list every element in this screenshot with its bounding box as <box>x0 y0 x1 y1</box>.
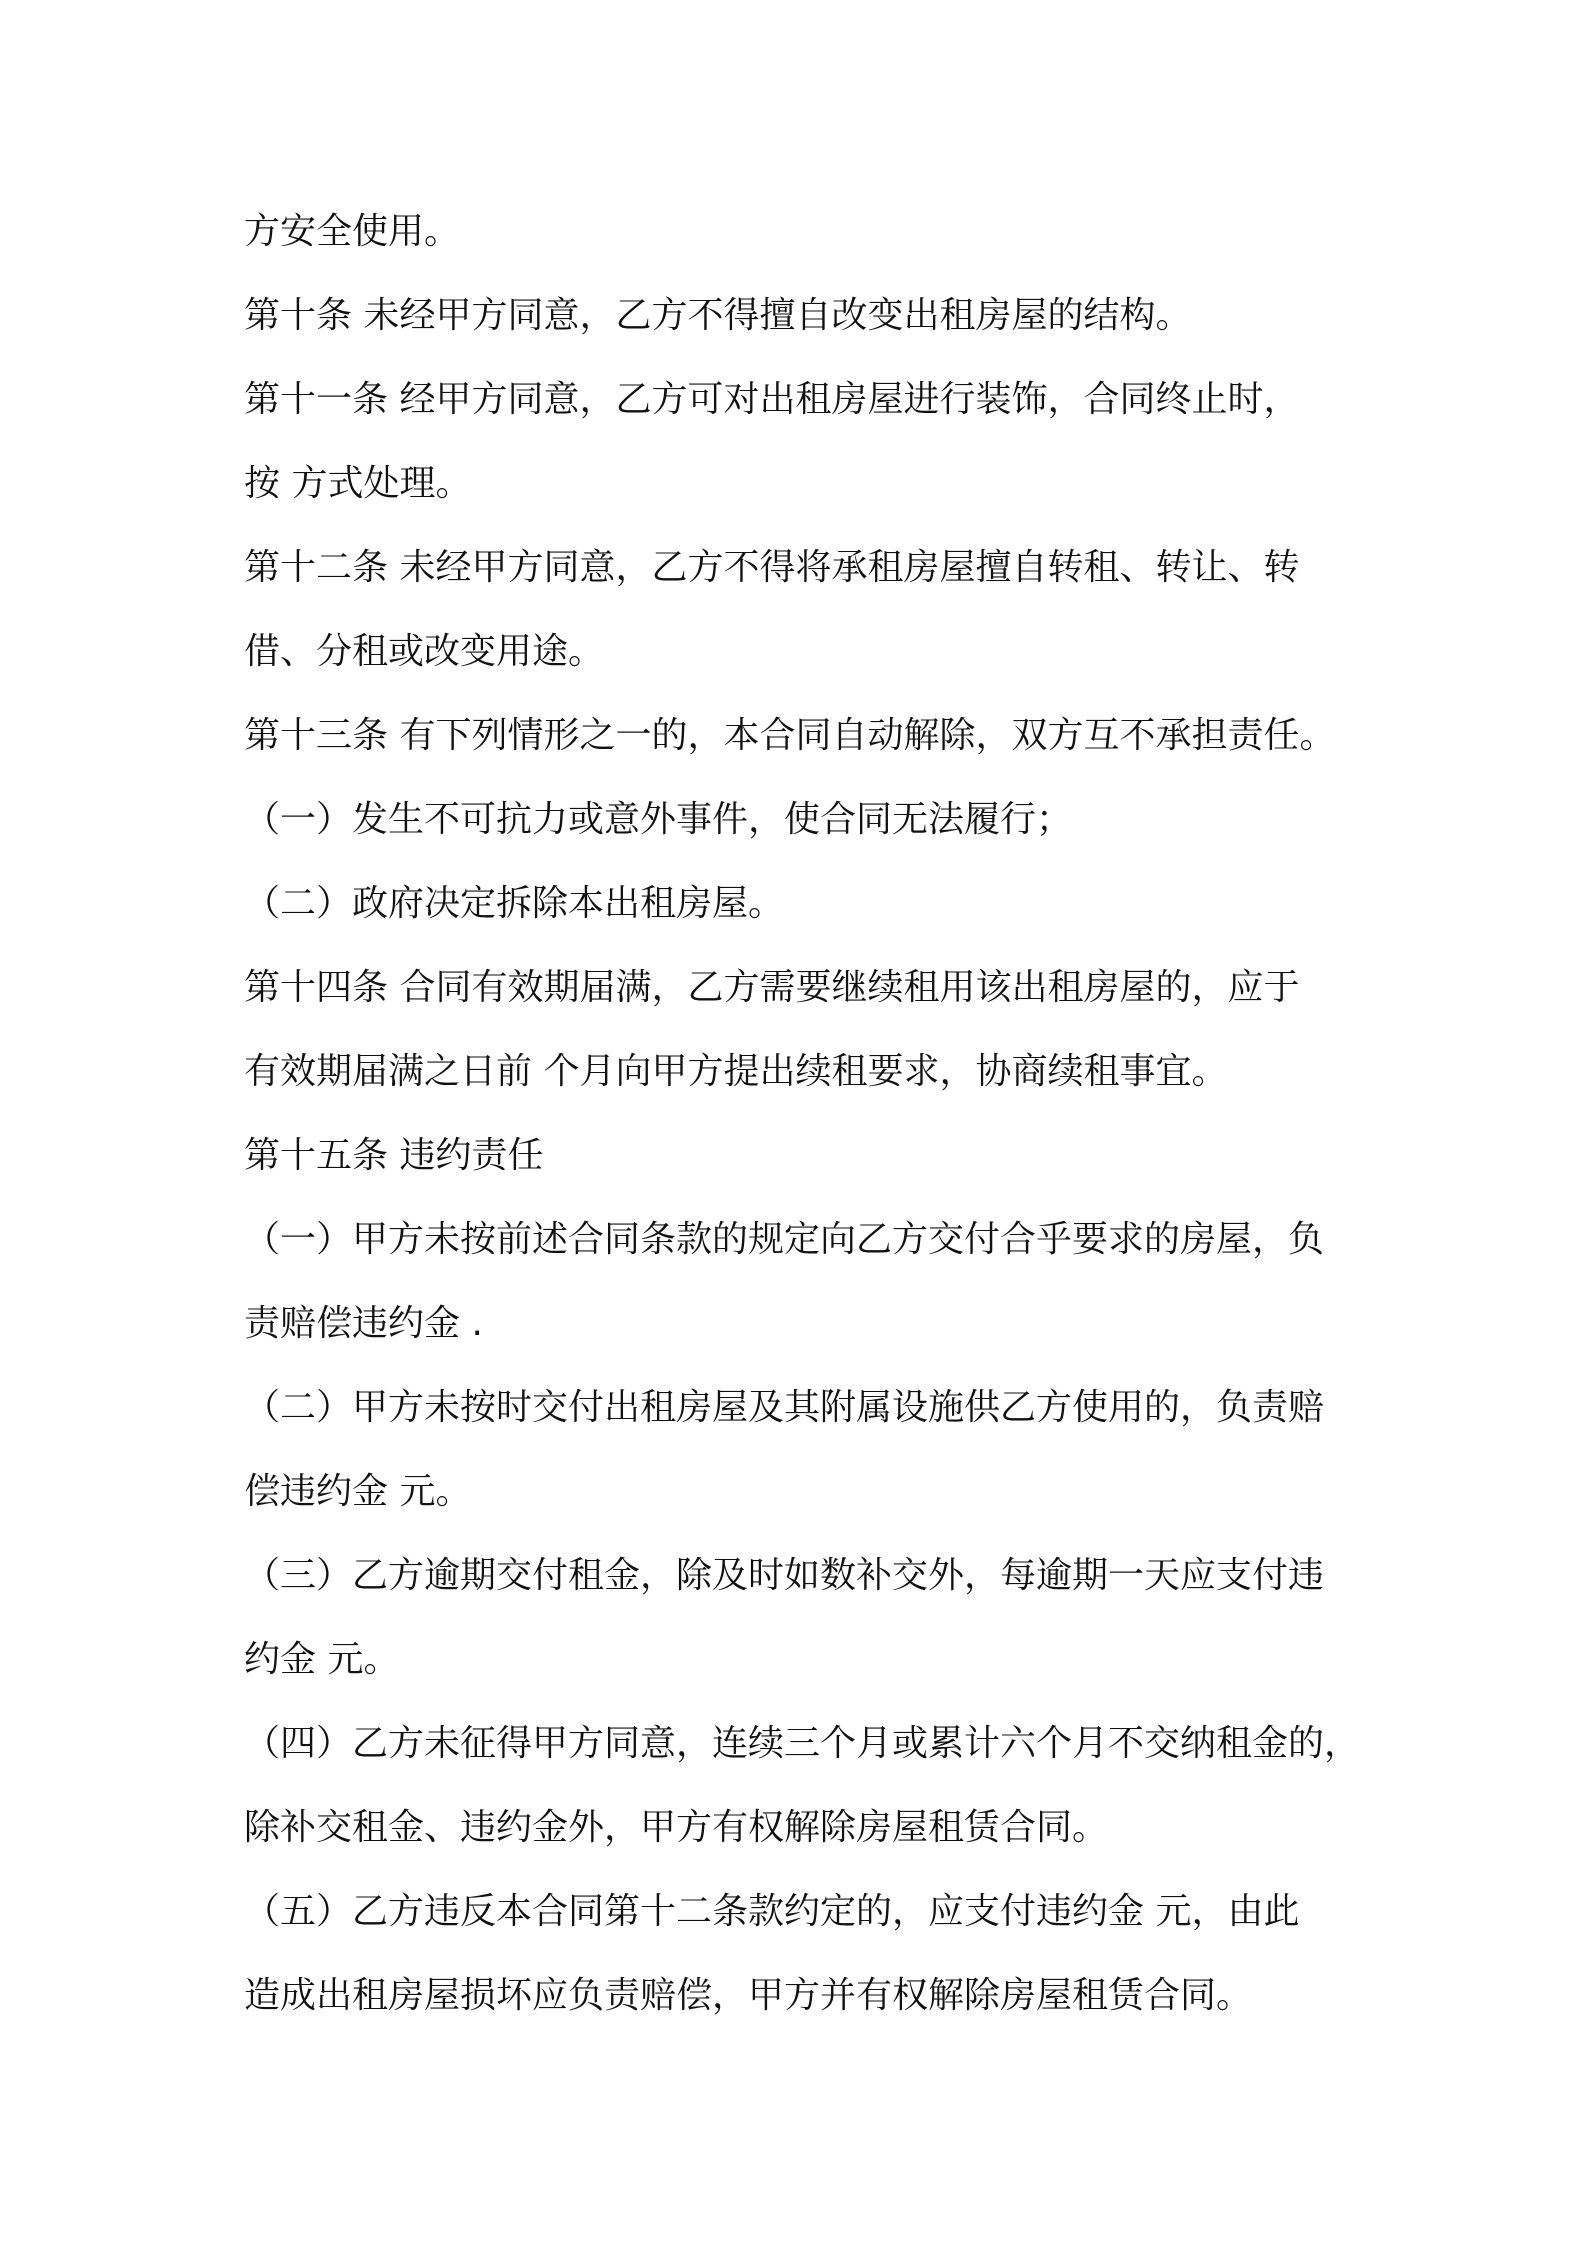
text-line-7: 第十三条 有下列情形之一的，本合同自动解除，双方互不承担责任。 <box>244 715 1336 756</box>
text-line-1: 方安全使用。 <box>244 211 461 252</box>
text-line-8: （一）发生不可抗力或意外事件，使合同无法履行； <box>244 799 1073 840</box>
text-line-6: 借、分租或改变用途。 <box>244 631 605 672</box>
text-line-15: （二）甲方未按时交付出租房屋及其附属设施供乙方使用的，负责赔 <box>244 1387 1325 1428</box>
text-line-5: 第十二条 未经甲方同意，乙方不得将承租房屋擅自转租、转让、转 <box>244 547 1300 588</box>
text-line-19: （四）乙方未征得甲方同意，连续三个月或累计六个月不交纳租金的， <box>244 1723 1361 1764</box>
text-line-9: （二）政府决定拆除本出租房屋。 <box>244 883 785 924</box>
text-line-3: 第十一条 经甲方同意，乙方可对出租房屋进行装饰，合同终止时， <box>244 379 1300 420</box>
text-line-13: （一）甲方未按前述合同条款的规定向乙方交付合乎要求的房屋，负 <box>244 1219 1325 1260</box>
text-line-10: 第十四条 合同有效期届满，乙方需要继续租用该出租房屋的，应于 <box>244 967 1300 1008</box>
text-line-12: 第十五条 违约责任 <box>244 1135 544 1176</box>
text-line-17: （三）乙方逾期交付租金，除及时如数补交外，每逾期一天应支付违 <box>244 1555 1325 1596</box>
text-line-16: 偿违约金 元。 <box>244 1471 472 1512</box>
text-line-4: 按 方式处理。 <box>244 463 472 504</box>
text-line-21: （五）乙方违反本合同第十二条款约定的，应支付违约金 元，由此 <box>244 1891 1300 1932</box>
text-line-14: 责赔偿违约金 . <box>244 1303 483 1344</box>
text-line-22: 造成出租房屋损坏应负责赔偿，甲方并有权解除房屋租赁合同。 <box>244 1975 1253 2016</box>
text-line-11: 有效期届满之日前 个月向甲方提出续租要求，协商续租事宜。 <box>244 1051 1228 1092</box>
text-line-18: 约金 元。 <box>244 1639 400 1680</box>
text-line-20: 除补交租金、违约金外，甲方有权解除房屋租赁合同。 <box>244 1807 1109 1848</box>
contract-body <box>244 190 1374 2038</box>
text-line-2: 第十条 未经甲方同意，乙方不得擅自改变出租房屋的结构。 <box>244 295 1192 336</box>
